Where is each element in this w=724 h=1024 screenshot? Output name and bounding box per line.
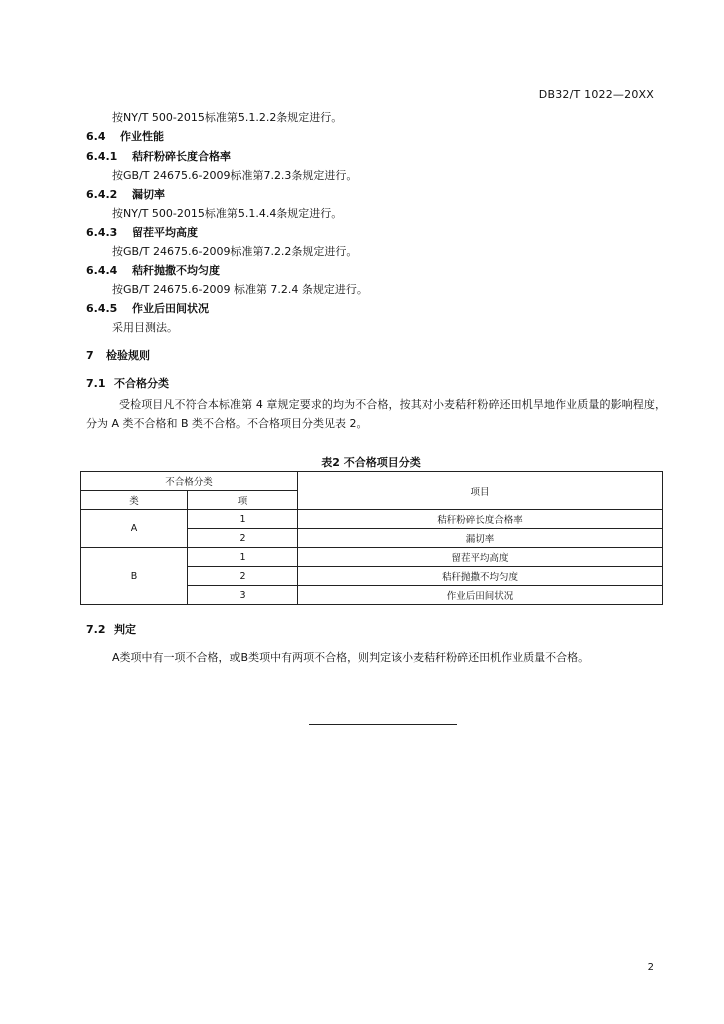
- section-heading-7-2: [86, 623, 136, 637]
- section-heading-6-4-4: [86, 264, 220, 278]
- section-number: 6.4.5: [86, 302, 118, 315]
- table-header-row: [81, 472, 663, 491]
- table-cell-item: 漏切率: [298, 529, 663, 548]
- section-heading-7-1: [86, 377, 169, 391]
- body-text-line: 按NY/T 500-2015标准第5.1.4.4条规定进行。: [112, 207, 343, 220]
- section-title: 秸秆粉碎长度合格率: [132, 150, 231, 163]
- body-text-line: 按NY/T 500-2015标准第5.1.2.2条规定进行。: [112, 111, 343, 124]
- body-text-line: 按GB/T 24675.6-2009标准第7.2.3条规定进行。: [112, 169, 358, 182]
- table-cell-class: A: [81, 510, 188, 548]
- table-cell-item: 留茬平均高度: [298, 548, 663, 567]
- section-number: 6.4.2: [86, 188, 118, 201]
- section-number: 6.4.3: [86, 226, 118, 239]
- table-group-header: 不合格分类: [81, 472, 298, 491]
- chapter-number: 7: [86, 349, 94, 362]
- chapter-heading-7: [86, 349, 150, 363]
- section-heading-6-4-3: [86, 226, 198, 240]
- chapter-title: 检验规则: [106, 349, 150, 362]
- table-cell-no: 2: [188, 529, 298, 548]
- section-title: 留茬平均高度: [132, 226, 198, 239]
- table-header-class: 类: [81, 491, 188, 510]
- section-number: 7.1: [86, 377, 106, 390]
- table-cell-item: 秸秆粉碎长度合格率: [298, 510, 663, 529]
- section-title: 不合格分类: [114, 377, 169, 390]
- table-header-item: 项目: [298, 472, 663, 510]
- nonconformity-table: [80, 471, 663, 605]
- table-row: [81, 548, 663, 567]
- section-number: 7.2: [86, 623, 106, 636]
- section-title: 作业性能: [120, 130, 164, 143]
- section-heading-6-4-1: [86, 150, 231, 164]
- section-heading-6-4-2: [86, 188, 165, 202]
- section-heading-6-4: [86, 130, 164, 144]
- table-cell-no: 1: [188, 548, 298, 567]
- body-text-line: 按GB/T 24675.6-2009标准第7.2.2条规定进行。: [112, 245, 358, 258]
- page-number: 2: [647, 962, 654, 973]
- section-number: 6.4.1: [86, 150, 118, 163]
- body-text-line: 按GB/T 24675.6-2009 标准第 7.2.4 条规定进行。: [112, 283, 368, 296]
- body-text-line: 采用目测法。: [112, 321, 178, 334]
- document-number: DB32/T 1022—20XX: [538, 88, 654, 101]
- table-cell-class: B: [81, 548, 188, 605]
- section-title: 漏切率: [132, 188, 165, 201]
- section-number: 6.4.4: [86, 264, 118, 277]
- section-title: 秸秆抛撒不均匀度: [132, 264, 220, 277]
- table-caption: 表2 不合格项目分类: [321, 456, 421, 469]
- table-cell-item: 作业后田间状况: [298, 586, 663, 605]
- paragraph-7-2: A类项中有一项不合格，或B类项中有两项不合格，则判定该小麦秸秆粉碎还田机作业质量不合格。: [112, 651, 590, 664]
- table-cell-no: 3: [188, 586, 298, 605]
- table-cell-item: 秸秆抛撒不均匀度: [298, 567, 663, 586]
- section-title: 判定: [114, 623, 136, 636]
- table-header-item-no: 项: [188, 491, 298, 510]
- end-of-document-rule: [309, 724, 457, 725]
- table-cell-no: 2: [188, 567, 298, 586]
- section-heading-6-4-5: [86, 302, 209, 316]
- table-cell-no: 1: [188, 510, 298, 529]
- table-row: [81, 510, 663, 529]
- section-title: 作业后田间状况: [132, 302, 209, 315]
- paragraph-7-1: 受检项目凡不符合本标准第 4 章规定要求的均为不合格，按其对小麦秸秆粉碎还田机旱地作业质量的影响程度，分为 A 类不合格和 B 类不合格。不合格项目分类见表 2。: [86, 398, 666, 430]
- section-number: 6.4: [86, 130, 106, 143]
